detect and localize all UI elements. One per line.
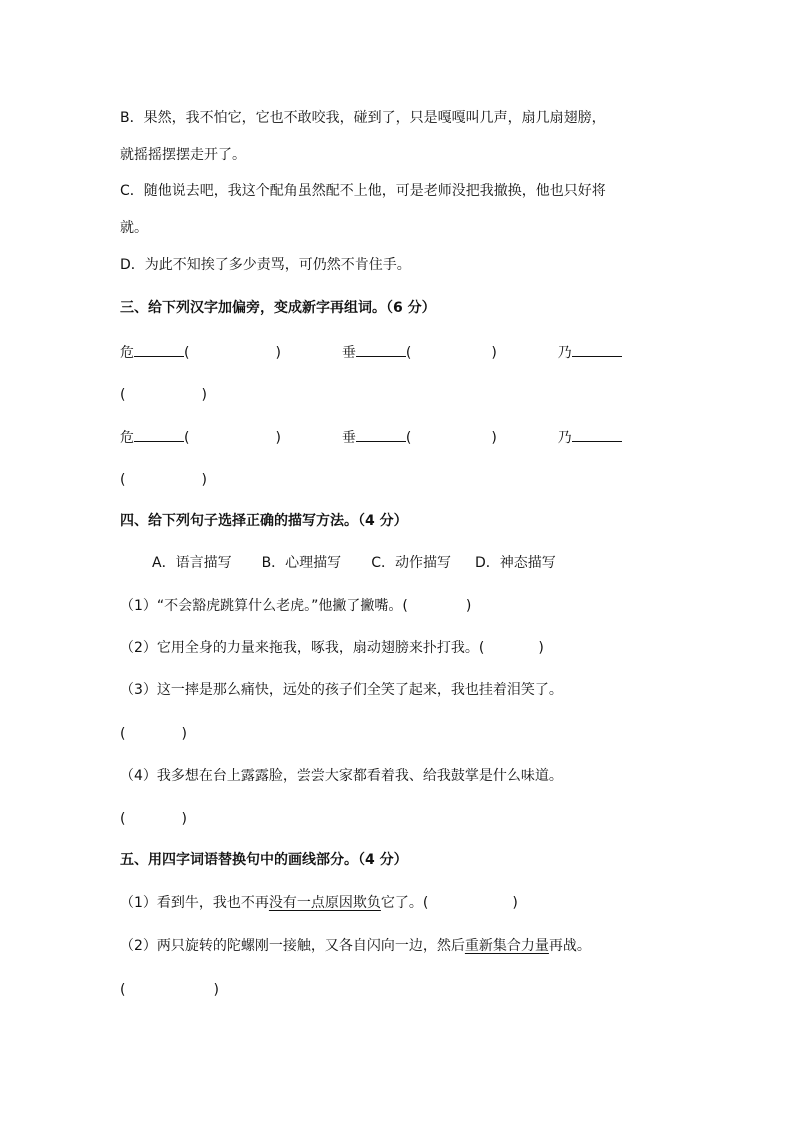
paren-close: ) xyxy=(465,598,472,614)
paren-open: ( xyxy=(120,387,126,403)
blank-field[interactable] xyxy=(572,342,622,357)
paren-open: ( xyxy=(120,811,126,827)
paren-close: ) xyxy=(181,811,187,827)
blank-field[interactable] xyxy=(356,342,406,357)
question-text: （1）看到牛，我也不再 xyxy=(120,895,269,911)
section5-q2-answer xyxy=(120,980,219,1000)
blank-field[interactable] xyxy=(356,427,406,442)
option-d-line1: D．为此不知挨了多少责骂，可仍然不肯住手。 xyxy=(120,257,411,273)
char-nai-1: 乃 xyxy=(557,345,572,361)
section3-row2 xyxy=(120,427,622,448)
option-b-line2: 就摇摇摆摆走开了。 xyxy=(120,147,246,163)
paren-close: ) xyxy=(512,895,518,911)
section4-q3-answer xyxy=(120,724,187,744)
char-chui-2: 垂 xyxy=(341,430,356,446)
section5-heading: 五、用四字词语替换句中的画线部分。（4 分） xyxy=(120,852,408,868)
paren-close: ) xyxy=(275,345,281,361)
paren-open: ( xyxy=(184,430,190,446)
question-text: 再战。 xyxy=(548,938,591,954)
char-nai-2: 乃 xyxy=(557,430,572,446)
paren-close: ) xyxy=(201,472,207,488)
option-b-line1: B．果然，我不怕它，它也不敢咬我，碰到了，只是嘎嘎叫几声，扇几扇翅膀， xyxy=(120,110,606,126)
section4-q4: （4）我多想在台上露露脸，尝尝大家都看着我、给我鼓掌是什么味道。 xyxy=(120,768,563,784)
option-c-line1: C．随他说去吧，我这个配角虽然配不上他，可是老师没把我撤换，他也只好将 xyxy=(120,183,606,199)
question-text: （2）两只旋转的陀螺刚一接触，又各自闪向一边，然后 xyxy=(120,938,465,954)
paren-close: ) xyxy=(538,640,544,656)
section4-q2 xyxy=(120,638,544,658)
section3-row1 xyxy=(120,342,622,363)
paren-open: ( xyxy=(184,345,190,361)
question-text: 它了。( xyxy=(380,895,429,911)
option-c-line2: 就。 xyxy=(120,220,148,236)
paren-close: ) xyxy=(201,387,207,403)
paren-open: ( xyxy=(405,430,412,446)
question-text: （2）它用全身的力量来拖我，啄我，扇动翅膀来扑打我。( xyxy=(120,640,485,656)
section4-heading: 四、给下列句子选择正确的描写方法。（4 分） xyxy=(120,513,408,529)
option-a: A．语言描写 xyxy=(152,555,232,571)
option-c: C．动作描写 xyxy=(371,555,451,571)
section4-q3: （3）这一摔是那么痛快，远处的孩子们全笑了起来，我也挂着泪笑了。 xyxy=(120,682,563,698)
section4-options xyxy=(152,553,556,573)
char-wei-1: 危 xyxy=(120,345,134,361)
paren-close: ) xyxy=(275,430,281,446)
paren-close: ) xyxy=(491,345,497,361)
section5-q1 xyxy=(120,893,518,913)
paren-close: ) xyxy=(491,430,497,446)
paren-open: ( xyxy=(405,345,412,361)
option-d: D．神态描写 xyxy=(474,555,556,571)
char-wei-2: 危 xyxy=(120,430,134,446)
paren-close: ) xyxy=(181,726,187,742)
blank-field[interactable] xyxy=(134,342,184,357)
section3-row2-cont xyxy=(120,470,207,490)
section4-q4-answer xyxy=(120,809,187,829)
char-chui-1: 垂 xyxy=(341,345,356,361)
paren-open: ( xyxy=(120,982,126,998)
paren-open: ( xyxy=(120,726,126,742)
underlined-phrase: 重新集合力量 xyxy=(464,938,549,954)
section3-row1-cont xyxy=(120,385,207,405)
underlined-phrase: 没有一点原因欺负 xyxy=(268,895,381,911)
section4-q1 xyxy=(120,596,471,616)
paren-open: ( xyxy=(120,472,126,488)
blank-field[interactable] xyxy=(572,427,622,442)
section3-heading: 三、给下列汉字加偏旁，变成新字再组词。（6 分） xyxy=(120,300,436,316)
paren-close: ) xyxy=(213,982,219,998)
section5-q2 xyxy=(120,936,591,956)
option-b: B．心理描写 xyxy=(261,555,342,571)
question-text: （1）“不会豁虎跳算什么老虎。”他撇了撇嘴。( xyxy=(120,598,408,614)
blank-field[interactable] xyxy=(134,427,184,442)
